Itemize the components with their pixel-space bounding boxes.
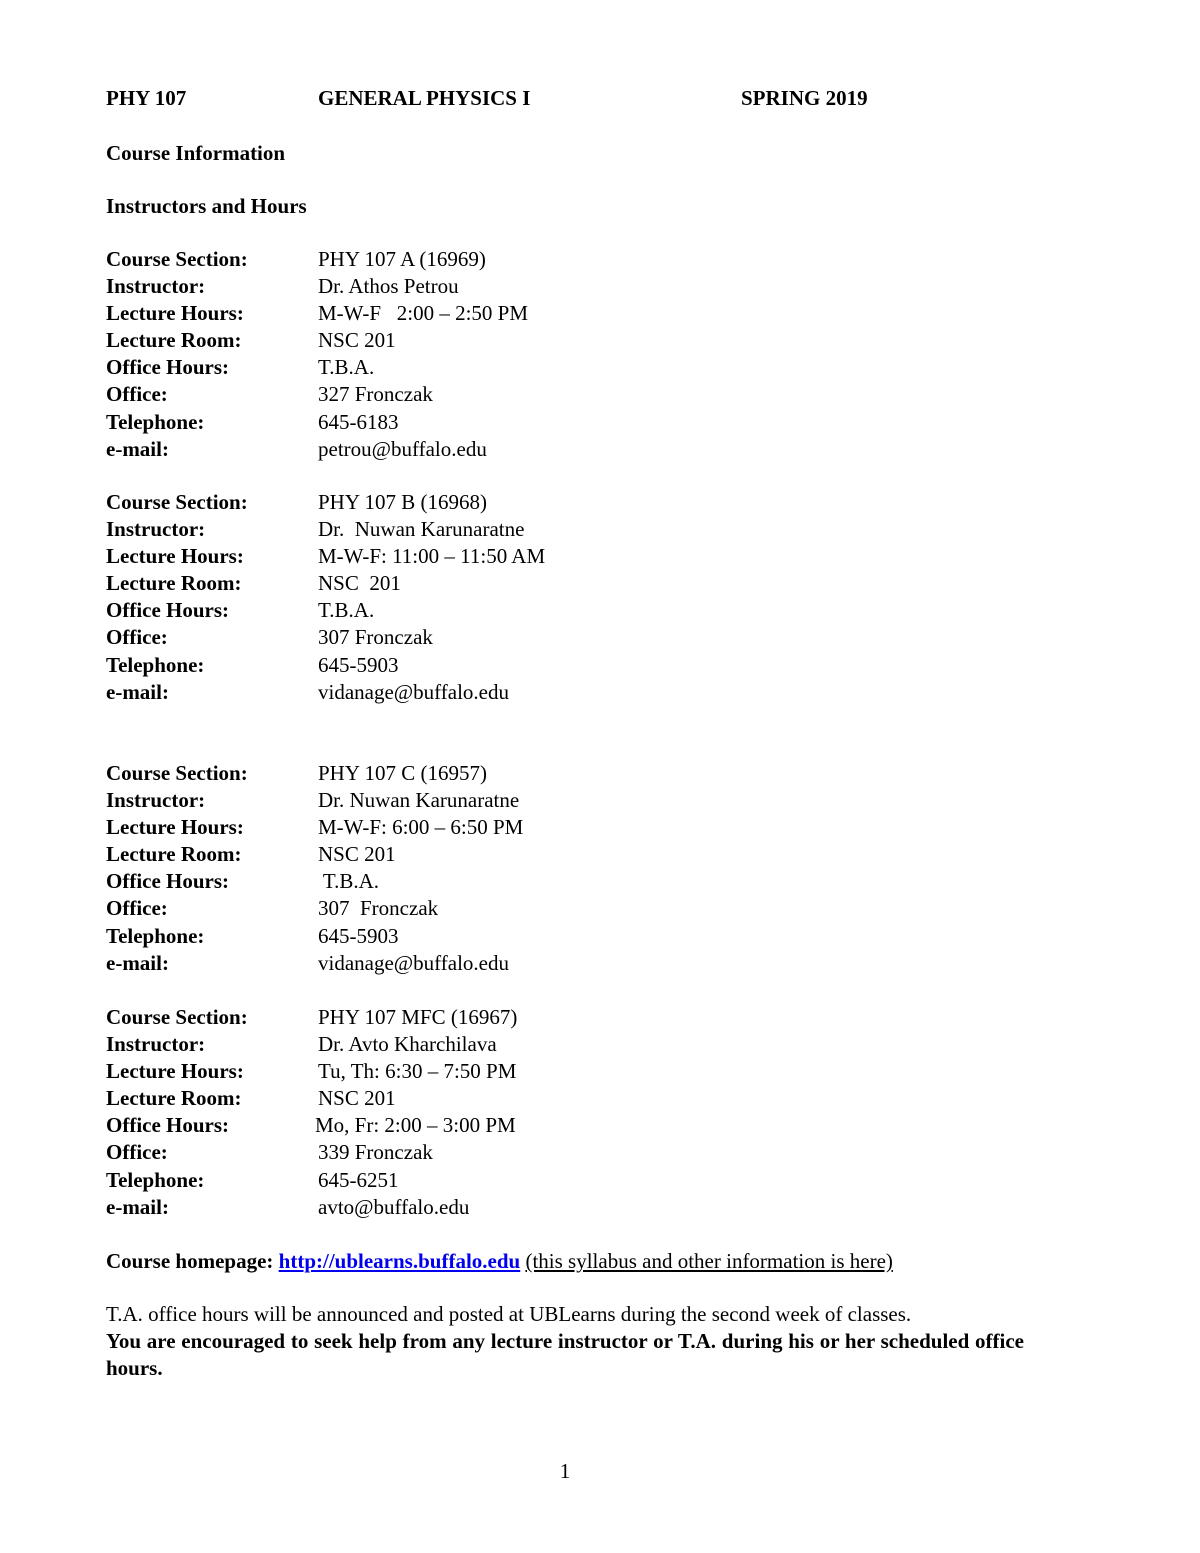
label-office-hours: Office Hours: xyxy=(106,598,230,623)
value-lecture-room: NSC 201 xyxy=(318,328,396,353)
row-office xyxy=(106,624,1006,651)
value-instructor: Dr. Athos Petrou xyxy=(318,274,459,299)
label-course-section: Course Section: xyxy=(106,761,248,785)
label-telephone: Telephone: xyxy=(106,652,205,677)
value-lecture-hours: M-W-F 2:00 – 2:50 PM xyxy=(318,301,529,326)
label-office: Office: xyxy=(106,625,168,650)
label-lecture-room: Lecture Room: xyxy=(106,1086,242,1111)
label-email: e-mail: xyxy=(106,679,169,704)
row-office xyxy=(106,1139,1006,1166)
value-course-section: PHY 107 A (16969) xyxy=(318,247,486,271)
label-office-hours: Office Hours: xyxy=(106,355,230,380)
value-telephone: 645-6251 xyxy=(318,1167,399,1192)
row-office-hours xyxy=(106,597,1006,624)
label-email: e-mail: xyxy=(106,1194,169,1219)
value-course-section: PHY 107 C (16957) xyxy=(318,761,487,785)
label-telephone: Telephone: xyxy=(106,923,205,948)
course-code: PHY 107 xyxy=(106,86,187,110)
row-instructor xyxy=(106,516,1006,543)
label-instructor: Instructor: xyxy=(106,1032,206,1057)
row-telephone xyxy=(106,652,1006,679)
value-email: avto@buffalo.edu xyxy=(318,1194,470,1219)
course-homepage-label: Course homepage: xyxy=(106,1249,274,1273)
value-lecture-hours: M-W-F: 11:00 – 11:50 AM xyxy=(318,544,546,569)
value-email: vidanage@buffalo.edu xyxy=(318,950,509,975)
row-telephone xyxy=(106,923,1006,950)
page-number: 1 xyxy=(559,1459,571,1483)
row-lecture-room xyxy=(106,570,1006,597)
course-section-block xyxy=(106,760,1006,977)
document-header xyxy=(106,84,1106,112)
ta-office-hours-note xyxy=(106,1301,1024,1382)
value-lecture-hours: Tu, Th: 6:30 – 7:50 PM xyxy=(318,1059,517,1084)
value-lecture-room: NSC 201 xyxy=(318,1086,396,1111)
label-office: Office: xyxy=(106,382,168,407)
course-information-heading: Course Information xyxy=(106,141,286,165)
value-office: 307 Fronczak xyxy=(318,625,433,650)
value-email: petrou@buffalo.edu xyxy=(318,436,487,461)
row-instructor xyxy=(106,273,1006,300)
label-course-section: Course Section: xyxy=(106,247,248,271)
label-telephone: Telephone: xyxy=(106,1167,205,1192)
label-course-section: Course Section: xyxy=(106,1005,248,1029)
label-office: Office: xyxy=(106,896,168,921)
label-lecture-hours: Lecture Hours: xyxy=(106,1059,244,1084)
course-name: GENERAL PHYSICS I xyxy=(318,86,531,110)
value-lecture-hours: M-W-F: 6:00 – 6:50 PM xyxy=(318,815,524,840)
row-email xyxy=(106,1194,1006,1221)
course-homepage-note: (this syllabus and other information is here) xyxy=(525,1249,893,1273)
course-homepage-line xyxy=(106,1247,893,1275)
value-office-hours: Mo, Fr: 2:00 – 3:00 PM xyxy=(315,1113,516,1138)
value-office-hours: T.B.A. xyxy=(318,598,375,623)
row-office-hours xyxy=(106,868,1006,895)
row-office xyxy=(106,895,1006,922)
value-office-hours: T.B.A. xyxy=(318,355,375,380)
value-office-hours: T.B.A. xyxy=(318,869,380,894)
value-instructor: Dr. Nuwan Karunaratne xyxy=(318,517,525,542)
label-telephone: Telephone: xyxy=(106,409,205,434)
label-lecture-hours: Lecture Hours: xyxy=(106,301,244,326)
label-lecture-hours: Lecture Hours: xyxy=(106,815,244,840)
label-lecture-hours: Lecture Hours: xyxy=(106,544,244,569)
ta-note-emphasis: You are encouraged to seek help from any lecture instructor or T.A. during his or her scheduled office hours. xyxy=(106,1329,1024,1380)
label-email: e-mail: xyxy=(106,436,169,461)
row-course-section xyxy=(106,489,1006,516)
row-email xyxy=(106,950,1006,977)
label-lecture-room: Lecture Room: xyxy=(106,328,242,353)
row-course-section xyxy=(106,760,1006,787)
row-course-section xyxy=(106,1004,1006,1031)
row-lecture-hours xyxy=(106,814,1006,841)
course-homepage-link[interactable]: http://ublearns.buffalo.edu xyxy=(278,1249,521,1273)
instructors-heading: Instructors and Hours xyxy=(106,194,307,218)
label-lecture-room: Lecture Room: xyxy=(106,571,242,596)
row-lecture-hours xyxy=(106,543,1006,570)
row-office-hours xyxy=(106,1112,1006,1139)
row-instructor xyxy=(106,787,1006,814)
value-telephone: 645-5903 xyxy=(318,923,399,948)
label-email: e-mail: xyxy=(106,950,169,975)
row-instructor xyxy=(106,1031,1006,1058)
value-telephone: 645-6183 xyxy=(318,409,399,434)
label-instructor: Instructor: xyxy=(106,788,206,813)
ta-note-text: T.A. office hours will be announced and posted at UBLearns during the second week of classes. xyxy=(106,1302,912,1326)
value-instructor: Dr. Nuwan Karunaratne xyxy=(318,788,520,813)
row-email xyxy=(106,679,1006,706)
value-lecture-room: NSC 201 xyxy=(318,571,401,596)
row-office xyxy=(106,381,1006,408)
value-instructor: Dr. Avto Kharchilava xyxy=(318,1032,497,1057)
label-office-hours: Office Hours: xyxy=(106,869,230,894)
row-lecture-hours xyxy=(106,1058,1006,1085)
row-lecture-room xyxy=(106,1085,1006,1112)
value-office: 327 Fronczak xyxy=(318,382,433,407)
value-office: 307 Fronczak xyxy=(318,896,439,921)
row-lecture-hours xyxy=(106,300,1006,327)
value-email: vidanage@buffalo.edu xyxy=(318,679,509,704)
course-section-block xyxy=(106,246,1006,463)
value-lecture-room: NSC 201 xyxy=(318,842,396,867)
label-course-section: Course Section: xyxy=(106,490,248,514)
label-office-hours: Office Hours: xyxy=(106,1113,230,1138)
value-course-section: PHY 107 B (16968) xyxy=(318,490,487,514)
label-lecture-room: Lecture Room: xyxy=(106,842,242,867)
row-lecture-room xyxy=(106,841,1006,868)
row-telephone xyxy=(106,1167,1006,1194)
row-telephone xyxy=(106,409,1006,436)
label-instructor: Instructor: xyxy=(106,274,206,299)
course-section-block xyxy=(106,1004,1006,1221)
value-telephone: 645-5903 xyxy=(318,652,399,677)
label-instructor: Instructor: xyxy=(106,517,206,542)
row-office-hours xyxy=(106,354,1006,381)
label-office: Office: xyxy=(106,1140,168,1165)
value-office: 339 Fronczak xyxy=(318,1140,433,1165)
row-email xyxy=(106,436,1006,463)
course-section-block xyxy=(106,489,1006,706)
row-course-section xyxy=(106,246,1006,273)
course-term: SPRING 2019 xyxy=(741,86,868,110)
row-lecture-room xyxy=(106,327,1006,354)
value-course-section: PHY 107 MFC (16967) xyxy=(318,1005,518,1029)
